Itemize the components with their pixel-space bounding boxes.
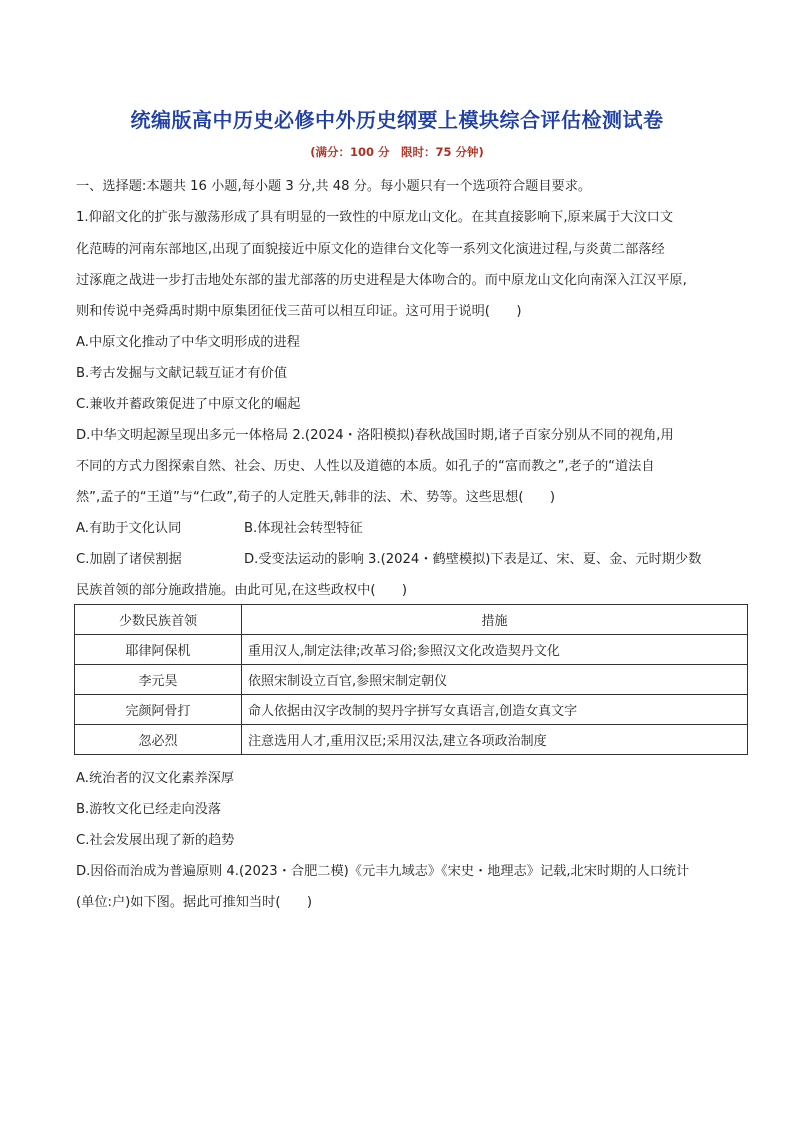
table-row: [75, 635, 748, 665]
q1-stem-line-1: 1.仰韶文化的扩张与激荡形成了具有明显的一致性的中原龙山文化。在其直接影响下,原来属于大汶口文: [76, 210, 674, 225]
table-header-row: [75, 605, 748, 635]
table-cell-measure: 命人依据由汉字改制的契丹字拼写女真语言,创造女真文字: [242, 695, 748, 725]
q2-option-b: B.体现社会转型特征: [244, 521, 363, 536]
q2-stem-line-1: D.中华文明起源呈现出多元一体格局 2.(2024・洛阳模拟)春秋战国时期,诸子百家分别从不同的视角,用: [76, 428, 674, 443]
q3-option-c: C.社会发展出现了新的趋势: [76, 833, 235, 848]
q1-option-a: A.中原文化推动了中华文明形成的进程: [76, 335, 300, 350]
q2-option-a: A.有助于文化认同: [76, 521, 182, 536]
exam-info: (满分：100 分 限时：75 分钟): [310, 145, 484, 159]
section-intro: 一、选择题:本题共 16 小题,每小题 3 分,共 48 分。每小题只有一个选项符合题目要求。: [76, 179, 592, 194]
table-cell-leader: 忽必烈: [75, 725, 242, 755]
table-row: [75, 725, 748, 755]
table-cell-leader: 耶律阿保机: [75, 635, 242, 665]
q2-option-c: C.加剧了诸侯割据: [76, 552, 182, 567]
table-cell-measure: 依照宋制设立百官,参照宋制定朝仪: [242, 665, 748, 695]
q3-option-b: B.游牧文化已经走向没落: [76, 802, 222, 817]
table-cell-leader: 完颜阿骨打: [75, 695, 242, 725]
table-cell-leader: 李元昊: [75, 665, 242, 695]
q4-stem-line-1: D.因俗而治成为普遍原则 4.(2023・合肥二模)《元丰九域志》《宋史・地理志》记载,北宋时期的人口统计: [76, 864, 690, 879]
q1-stem-line-2: 化范畴的河南东部地区,出现了面貌接近中原文化的造律台文化等一系列文化演进过程,与炎黄二部落经: [76, 242, 665, 257]
q1-stem-line-3: 过涿鹿之战进一步打击地处东部的蚩尤部落的历史进程是大体吻合的。而中原龙山文化向南深入江汉平原,: [76, 273, 687, 288]
table-row: [75, 665, 748, 695]
table-cell-measure: 注意选用人才,重用汉臣;采用汉法,建立各项政治制度: [242, 725, 748, 755]
table-header-cell: 少数民族首领: [75, 605, 242, 635]
q1-option-c: C.兼收并蓄政策促进了中原文化的崛起: [76, 397, 301, 412]
table-header-cell: 措施: [242, 605, 748, 635]
table-row: [75, 695, 748, 725]
q4-stem-line-2: (单位:户)如下图。据此可推知当时( ): [76, 895, 313, 910]
q1-option-b: B.考古发掘与文献记载互证才有价值: [76, 366, 288, 381]
q2-stem-line-3: 然”,孟子的“王道”与“仁政”,荀子的人定胜天,韩非的法、术、势等。这些思想( ): [76, 490, 556, 505]
q2-stem-line-2: 不同的方式力图探索自然、社会、历史、人性以及道德的本质。如孔子的“富而教之”,老子的“道法自: [76, 459, 655, 474]
table-cell-measure: 重用汉人,制定法律;改革习俗;参照汉文化改造契丹文化: [242, 635, 748, 665]
measures-table: [74, 604, 748, 755]
q3-option-a: A.统治者的汉文化素养深厚: [76, 771, 235, 786]
q3-stem-line-2: 民族首领的部分施政措施。由此可见,在这些政权中( ): [76, 583, 407, 598]
page-title: 统编版高中历史必修中外历史纲要上模块综合评估检测试卷: [130, 108, 664, 132]
q1-stem-line-4: 则和传说中尧舜禹时期中原集团征伐三苗可以相互印证。这可用于说明( ): [76, 304, 522, 319]
q3-stem-line-1: D.受变法运动的影响 3.(2024・鹤壁模拟)下表是辽、宋、夏、金、元时期少数: [244, 552, 702, 567]
